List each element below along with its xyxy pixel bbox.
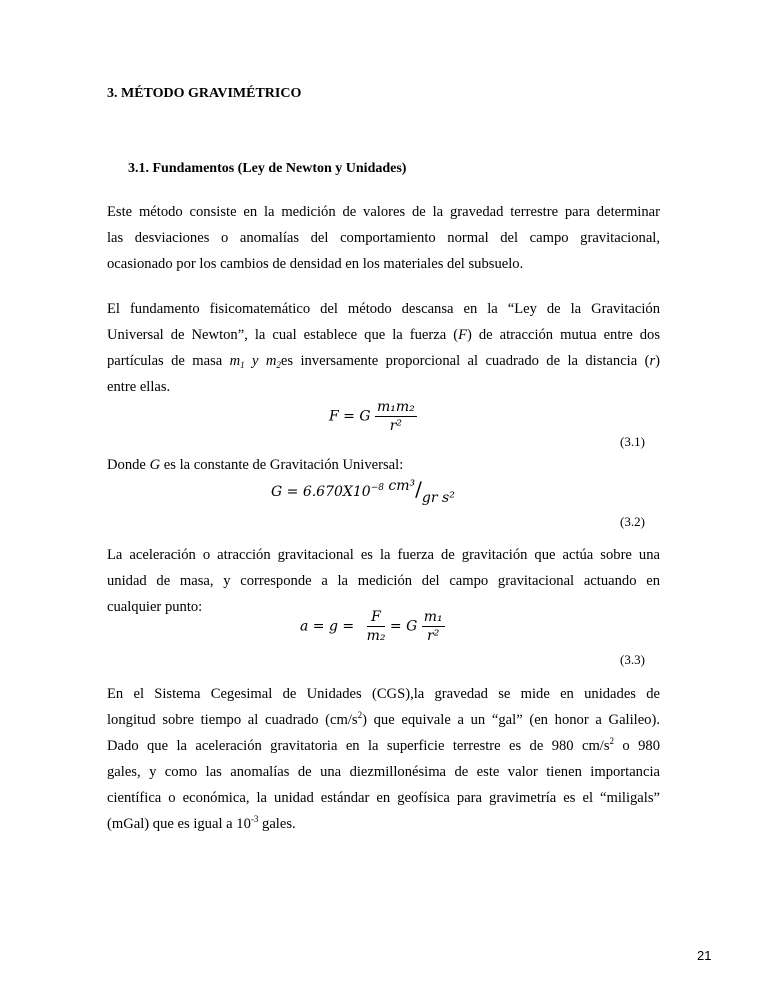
paragraph-line: unidad de masa, y corresponde a la medición del campo gravitacional actuando en (107, 573, 660, 589)
paragraph-line: partículas de masa $m_1$ y $m_2es$ inversamente proporcional al cuadrado de la distancia (r) (107, 353, 661, 370)
paragraph-line: las desviaciones o anomalías del comportamiento normal del campo gravitacional, (107, 230, 660, 246)
paragraph-line: ocasionado por los cambios de densidad en los materiales del subsuelo. (107, 256, 524, 272)
paragraph-line: (mGal) que es igual a $10^{-3}$ gales. (107, 814, 296, 832)
equation-number: (3.1) (620, 434, 645, 449)
paragraph-line: entre ellas. (107, 379, 171, 395)
equation-number: (3.2) (620, 514, 645, 529)
paragraph-line: El fundamento fisicomatemático del método descansa en la “Ley de la Gravitación (107, 301, 660, 317)
paragraph-line: cualquier punto: (107, 599, 203, 615)
paragraph-line: Este método consiste en la medición de valores de la gravedad terrestre para determinar (107, 204, 660, 220)
paragraph-line: gales, y como las anomalías de una diezmillonésima de este valor tienen importancia (107, 764, 660, 780)
paragraph-1 (107, 199, 660, 277)
paragraph-line: La aceleración o atracción gravitacional es la fuerza de gravitación que actúa sobre una (107, 547, 660, 563)
paragraph-line: En el Sistema Cegesimal de Unidades (CGS),la gravedad se mide en unidades de (107, 686, 660, 702)
paragraph-4 (107, 681, 660, 837)
paragraph-donde: Donde G es la constante de Gravitación Universal: (107, 457, 404, 473)
subsection-heading: 3.1. Fundamentos (Ley de Newton y Unidades) (128, 161, 407, 176)
paragraph-line: científica o económica, la unidad estándar en geofísica para gravimetría es el “miligals” (107, 790, 660, 806)
equation-3-1: F = G $\frac{\text{m₁m₂}}{\text{r²}}$ (329, 399, 415, 434)
paragraph-line: Dado que la aceleración gravitatoria en la superficie terrestre es de 980 $cm/s^2$ o 980 (107, 736, 661, 754)
paragraph-line: Universal de Newton”, la cual establece que la fuerza (F) de atracción mutua entre dos (107, 327, 661, 343)
paragraph-line: longitud sobre tiempo al cuadrado $(cm/s^2)$ que equivale a un “gal” (en honor a Galileo). (107, 710, 660, 728)
page-number: 21 (697, 948, 712, 963)
paragraph-2 (107, 296, 660, 400)
equation-number: (3.3) (620, 652, 645, 667)
section-heading: 3. MÉTODO GRAVIMÉTRICO (107, 86, 302, 101)
equation-3-3: a = g = $\frac{F}{\text{m₂}}$ = G $\frac{\text{m₁}}{\text{r²}}$ (300, 609, 443, 644)
equation-3-2: $G = 6.670X10^{-8}$ cm³/gr s² (271, 477, 455, 506)
